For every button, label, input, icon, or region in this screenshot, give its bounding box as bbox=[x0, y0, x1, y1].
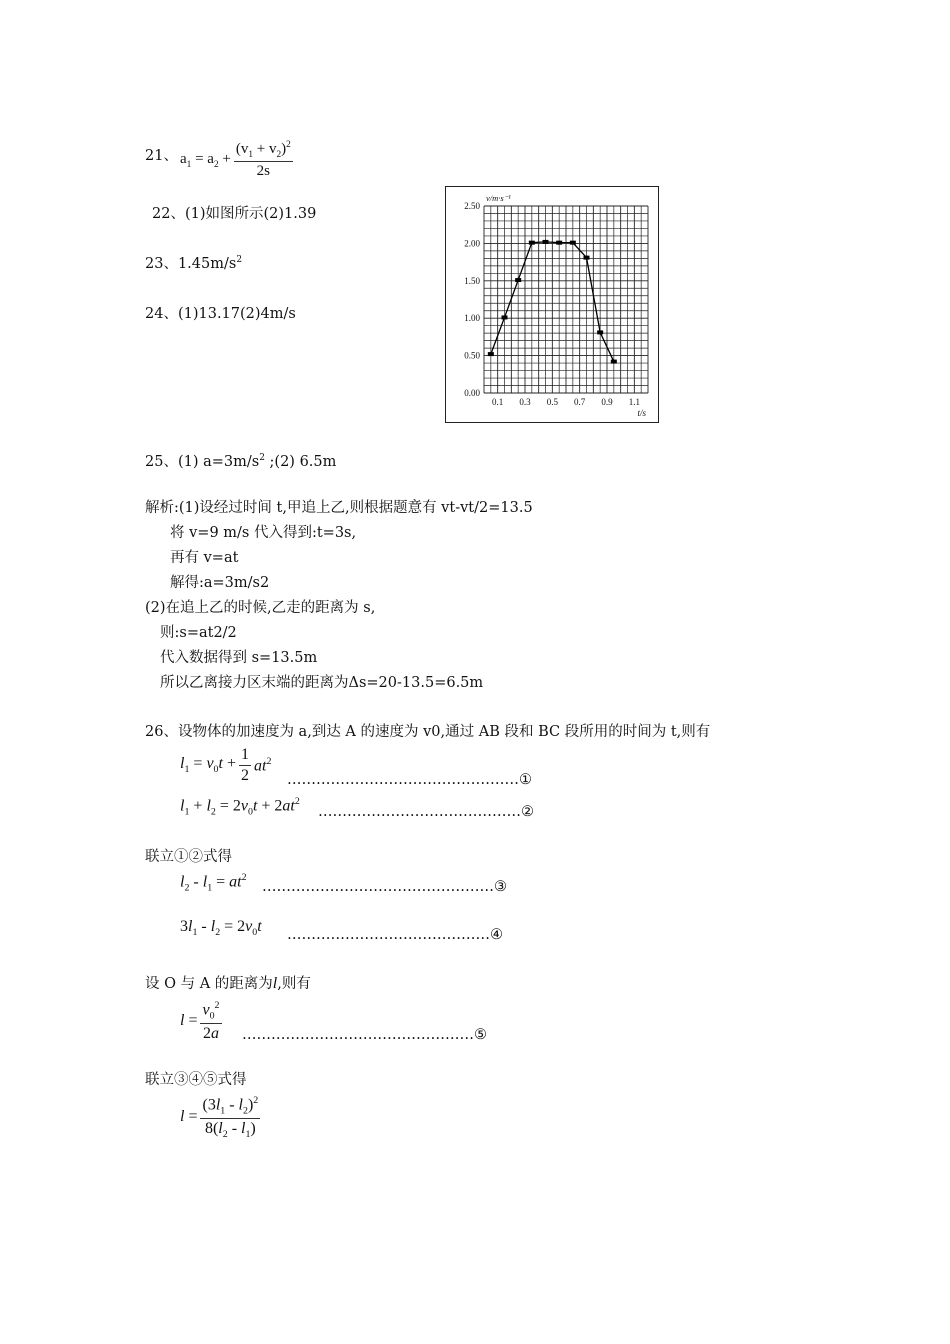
data-point bbox=[502, 315, 508, 319]
y-tick-label: 1.00 bbox=[464, 313, 480, 324]
q25-head-b: ;(2) 6.5m bbox=[264, 454, 337, 470]
velocity-time-chart bbox=[445, 186, 659, 423]
q25-header bbox=[145, 450, 336, 471]
data-point bbox=[611, 360, 617, 364]
q21-line bbox=[145, 144, 178, 165]
q26-eq4-dots: ……………………………………④ bbox=[287, 927, 503, 943]
y-axis-label: v/m·s⁻¹ bbox=[486, 193, 511, 203]
y-tick-label: 2.50 bbox=[464, 201, 480, 211]
q26-eq4: $3l_1 - l_2 = 2v_0t$ bbox=[180, 918, 262, 939]
q26-eq5-lhs: l = bbox=[180, 1012, 198, 1030]
q25-analysis-7: 所以乙离接力区末端的距离为Δs=20-13.5=6.5m bbox=[160, 675, 484, 691]
data-point bbox=[488, 352, 494, 356]
q25-analysis-3: 解得:a=3m/s2 bbox=[170, 575, 270, 591]
y-tick-label: 2.00 bbox=[464, 238, 480, 249]
data-point bbox=[584, 256, 590, 260]
y-tick-label: 1.50 bbox=[464, 275, 480, 286]
q26-intro: 26、设物体的加速度为 a,到达 A 的速度为 v0,通过 AB 段和 BC 段所用的时间为 t,则有 bbox=[145, 724, 711, 740]
q26-eq1-half: $\frac{1}{2}$ bbox=[240, 746, 249, 784]
q25-analysis-6: 代入数据得到 s=13.5m bbox=[160, 650, 318, 666]
q26-eq5-fraction: $\frac{v_0^2}{2a}$ bbox=[202, 1000, 220, 1042]
chart-svg bbox=[446, 187, 658, 422]
q26-eq1 bbox=[180, 746, 271, 785]
x-tick-label: 0.9 bbox=[601, 397, 613, 407]
q25-analysis-4: (2)在追上乙的时候,乙走的距离为 s, bbox=[145, 600, 376, 616]
x-tick-label: 1.1 bbox=[628, 397, 640, 407]
q26-combine1: 联立①②式得 bbox=[145, 849, 232, 865]
x-tick-label: 0.7 bbox=[574, 397, 586, 407]
q26-combine2: 联立③④⑤式得 bbox=[145, 1072, 247, 1088]
data-point bbox=[597, 330, 603, 334]
data-point bbox=[543, 240, 549, 244]
q26-eq2: $l_1 + l_2 = 2v_0t + 2at^2$ bbox=[180, 796, 300, 818]
q25-analysis-1: 将 v=9 m/s 代入得到:t=3s, bbox=[170, 525, 357, 541]
q24-answer: 24、(1)13.17(2)4m/s bbox=[145, 306, 296, 322]
q21-formula-lhs: $a_1 = a_2$ + bbox=[180, 150, 231, 170]
q23-sup: 2 bbox=[236, 255, 243, 266]
x-tick-label: 0.5 bbox=[546, 397, 558, 407]
q26-distance-end: ,则有 bbox=[277, 976, 311, 992]
q21-denominator: 2s bbox=[256, 163, 270, 179]
x-axis-label: t/s bbox=[637, 408, 646, 418]
q26-eq1-dots: …………………………………………① bbox=[287, 772, 532, 788]
q26-distance-text: 设 O 与 A 的距离为 bbox=[145, 976, 273, 992]
x-tick-label: 0.1 bbox=[492, 397, 504, 407]
q26-eq3: $l_2 - l_1 = at^2$ bbox=[180, 872, 247, 894]
q23-answer bbox=[145, 252, 242, 273]
q26-eq1-tail: $at^2$ bbox=[253, 755, 272, 775]
y-tick-label: 0.00 bbox=[464, 388, 480, 398]
q26-eq1-formula: $l_1 = v_0t$ + bbox=[180, 755, 236, 776]
q26-result-fraction: $\frac{(3l_1 - l_2)^2}{8(l_2 - l_1)}$ bbox=[202, 1095, 259, 1140]
q26-eq3-dots: …………………………………………③ bbox=[262, 879, 507, 895]
data-point bbox=[556, 241, 562, 245]
q23-text: 23、1.45m/s bbox=[145, 256, 237, 272]
q25-analysis-5: 则:s=at2/2 bbox=[160, 625, 237, 641]
x-tick-label: 0.3 bbox=[519, 397, 531, 407]
q26-distance-var: l bbox=[272, 975, 278, 992]
q21-fraction bbox=[234, 140, 293, 180]
y-tick-label: 0.50 bbox=[464, 350, 480, 361]
q21-numerator: $(v_1 + v_2)^2$ bbox=[235, 140, 291, 160]
q26-distance-line bbox=[145, 972, 311, 993]
q25-analysis-2: 再有 v=at bbox=[170, 550, 239, 566]
q21-formula bbox=[180, 140, 296, 180]
q25-head-a: 25、(1) a=3m/s bbox=[145, 454, 260, 470]
q22-answer: 22、(1)如图所示(2)1.39 bbox=[152, 206, 317, 222]
q26-result-lhs: l = bbox=[180, 1108, 198, 1126]
q26-eq2-dots: ……………………………………② bbox=[318, 804, 534, 820]
q26-eq5 bbox=[180, 1000, 225, 1043]
data-point bbox=[515, 278, 521, 282]
q26-result bbox=[180, 1095, 263, 1140]
data-point bbox=[529, 241, 535, 245]
q21-label: 21、 bbox=[145, 148, 178, 164]
q26-eq5-dots: …………………………………………⑤ bbox=[242, 1027, 487, 1043]
q25-analysis-0: 解析:(1)设经过时间 t,甲追上乙,则根据题意有 vt-vt/2=13.5 bbox=[145, 500, 533, 516]
data-point bbox=[570, 241, 576, 245]
q25-head-sup: 2 bbox=[259, 453, 265, 464]
